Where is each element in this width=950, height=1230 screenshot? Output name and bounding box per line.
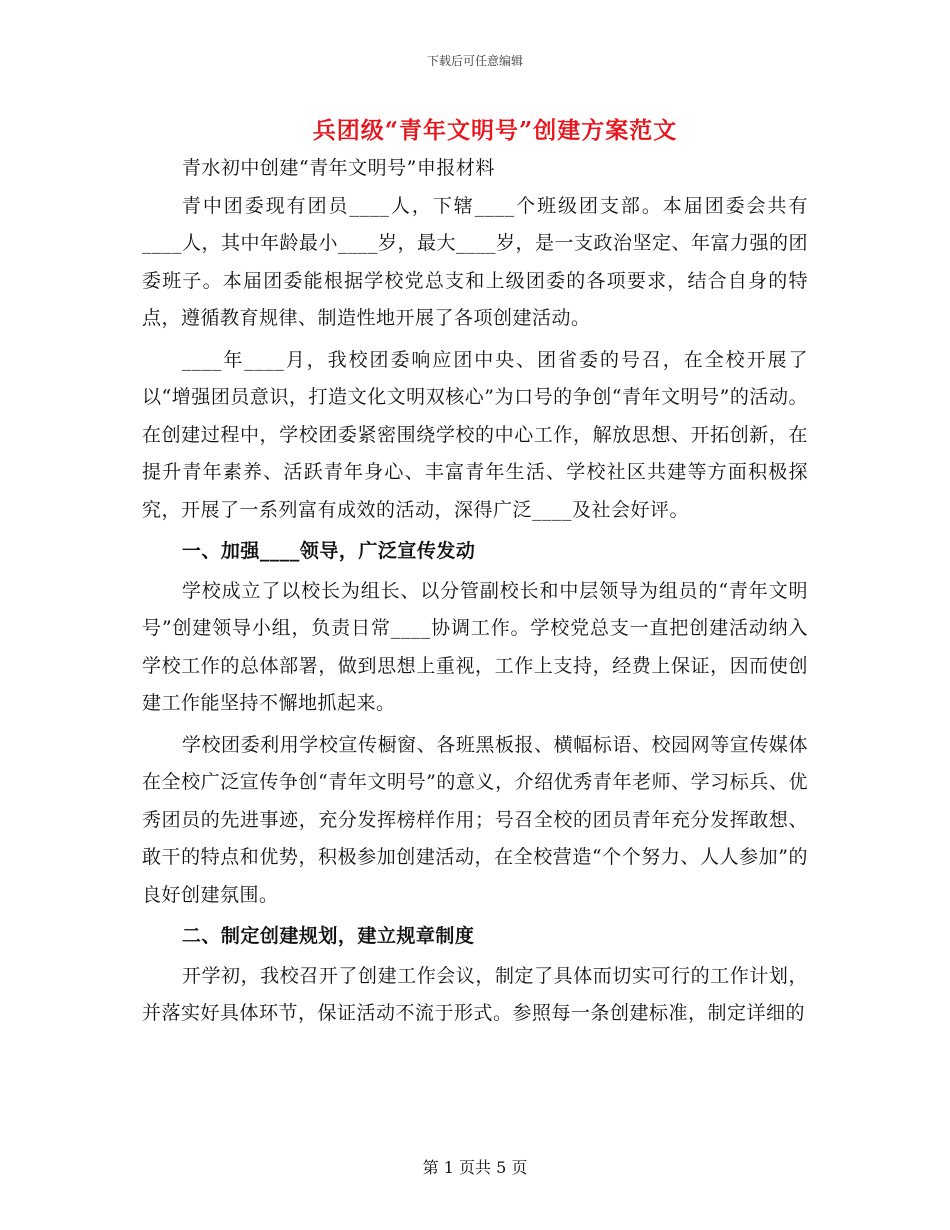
page-header-note: 下载后可任意编辑 — [426, 54, 523, 68]
paragraph-planning: 开学初，我校召开了创建工作会议，制定了具体而切实可行的工作计划，并落实好具体环节，保证活动不流于形式。参照每一条创建标准，制定详细的 — [142, 964, 808, 1024]
section-heading-2: 二、制定创建规划，建立规章制度 — [181, 925, 475, 947]
paragraph-leadership: 学校成立了以校长为组长、以分管副校长和中层领导为组员的“青年文明号”创建领导小组，负责日常____协调工作。学校党总支一直把创建活动纳入学校工作的总体部署，做到思想上重视，工作上支持，经费上保证，因而使创建工作能坚持不懈地抓起来。 — [142, 579, 808, 714]
page-number-footer: 第 1 页共 5 页 — [422, 1158, 528, 1177]
document-title: 兵团级“青年文明号”创建方案范文 — [312, 117, 678, 144]
paragraph-campaign: ____年____月，我校团委响应团中央、团省委的号召，在全校开展了以“增强团员意识，打造文化文明双核心”为口号的争创“青年文明号”的活动。在创建过程中，学校团委紧密围绕学校的中心工作，解放思想、开拓创新，在提升青年素养、活跃青年身心、丰富青年生活、学校社区共建等方面积极探究，开展了一系列富有成效的活动，深得广泛____及社会好评。 — [142, 348, 808, 521]
section-heading-1: 一、加强____领导，广泛宣传发动 — [181, 540, 476, 562]
paragraph-intro: 青中团委现有团员____人，下辖____个班级团支部。本届团委会共有____人，其中年龄最小____岁，最大____岁，是一支政治坚定、年富力强的团委班子。本届团委能根据学校党总支和上级团委的各项要求，结合自身的特点，遵循教育规律、制造性地开展了各项创建活动。 — [142, 194, 809, 329]
paragraph-subtitle: 青水初中创建“青年文明号”申报材料 — [181, 157, 495, 179]
paragraph-publicity: 学校团委利用学校宣传橱窗、各班黑板报、横幅标语、校园网等宣传媒体在全校广泛宣传争创“青年文明号”的意义，介绍优秀青年老师、学习标兵、优秀团员的先进事迹，充分发挥榜样作用；号召全校的团员青年充分发挥敢想、敢干的特点和优势，积极参加创建活动，在全校营造“个个努力、人人参加”的良好创建氛围。 — [142, 733, 808, 906]
document-body — [142, 150, 808, 1033]
